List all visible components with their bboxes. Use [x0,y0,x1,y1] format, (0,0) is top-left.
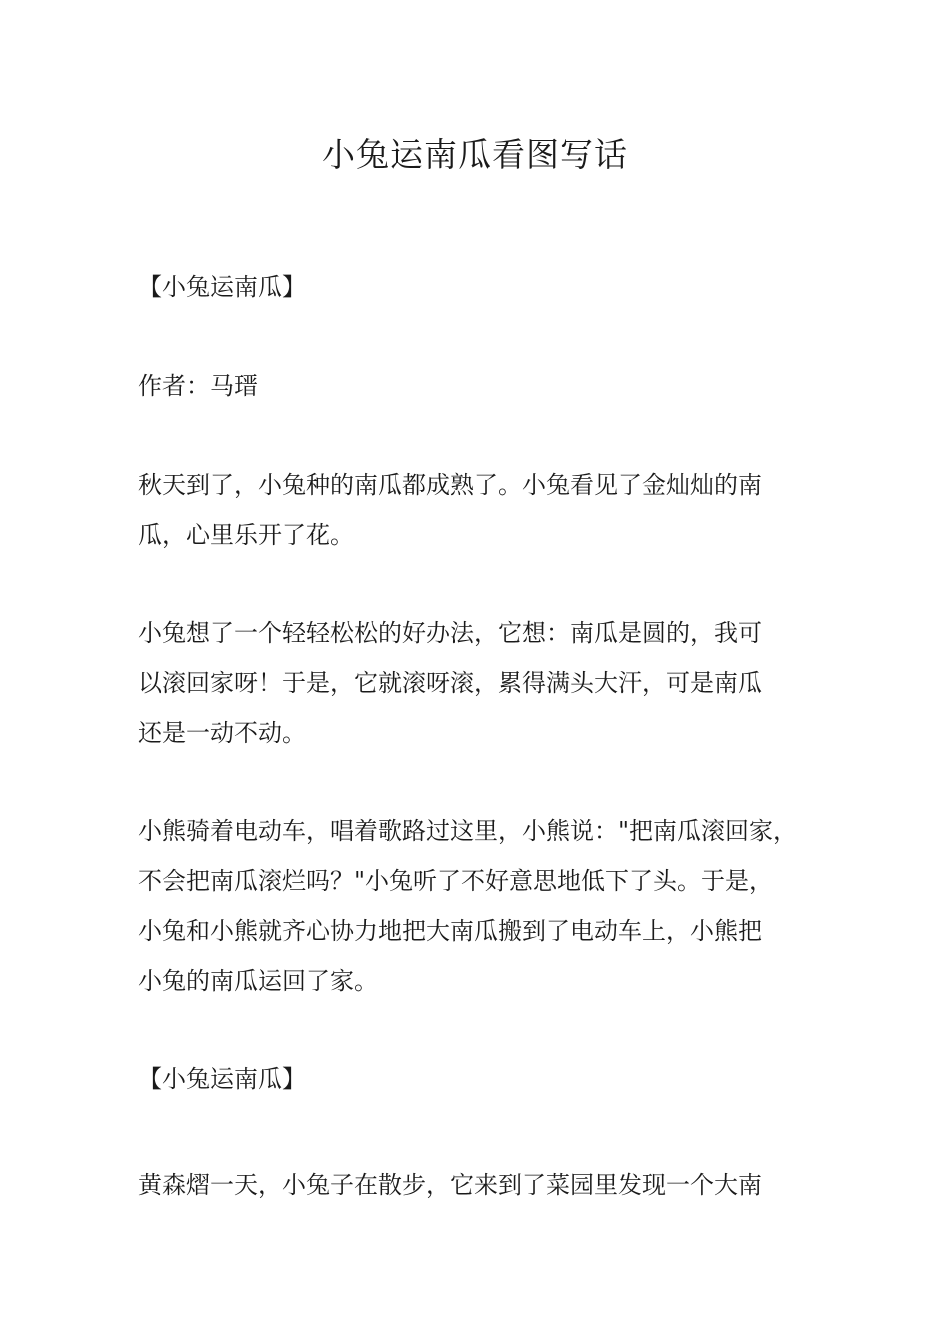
paragraph-line: 不会把南瓜滚烂吗？"小兔听了不好意思地低下了头。于是， [138,867,774,895]
paragraph-line: 以滚回家呀！于是，它就滚呀滚，累得满头大汗，可是南瓜 [138,669,762,697]
paragraph-2 [138,608,838,758]
paragraph-line: 秋天到了，小兔种的南瓜都成熟了。小兔看见了金灿灿的南 [138,471,762,499]
paragraph-line: 小兔的南瓜运回了家。 [138,967,378,995]
paragraph-4 [138,1160,838,1210]
paragraph-3 [138,806,838,1006]
paragraph-line: 小兔想了一个轻轻松松的好办法，它想：南瓜是圆的，我可 [138,619,762,647]
paragraph-line: 黄森熠一天，小兔子在散步，它来到了菜园里发现一个大南 [138,1171,762,1199]
paragraph-line: 小熊骑着电动车，唱着歌路过这里，小熊说："把南瓜滚回家， [138,817,798,845]
section-heading: 【小兔运南瓜】 [138,273,306,301]
author-line: 作者：马瑨 [138,372,258,400]
paragraph-line: 小兔和小熊就齐心协力地把大南瓜搬到了电动车上，小熊把 [138,917,762,945]
section-heading: 【小兔运南瓜】 [138,1065,306,1093]
paragraph-1 [138,460,838,560]
paragraph-line: 瓜，心里乐开了花。 [138,521,354,549]
paragraph-line: 还是一动不动。 [138,719,306,747]
document-title: 小兔运南瓜看图写话 [322,135,628,174]
